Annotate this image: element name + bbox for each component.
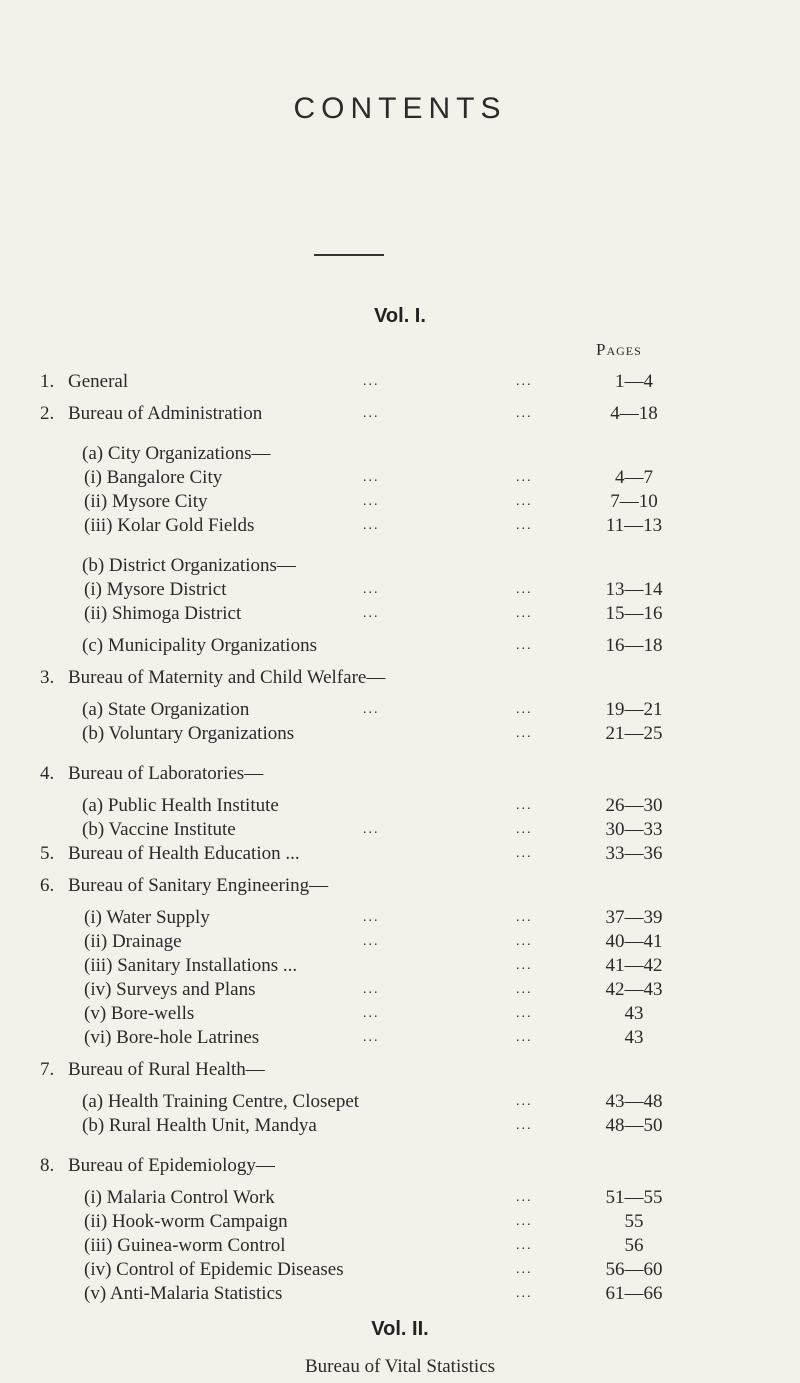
toc-entry-text: (b) District Organizations— [82,555,296,576]
toc-entry-text: (vi) Bore-hole Latrines [84,1027,260,1048]
toc-entry-number: 6. [40,875,55,896]
toc-entry [0,1090,800,1114]
toc-entry [0,1026,800,1050]
leader-dots: ... [516,374,533,389]
toc-entry-text: (iii) Guinea-worm Control [84,1235,286,1256]
page-range: 40—41 [605,931,663,952]
toc-entry-text: (ii) Drainage [84,931,182,952]
page-range: 13—14 [605,579,663,600]
page-range: 48—50 [605,1115,663,1136]
toc-entry [0,722,800,746]
leader-dots: ... [363,910,380,925]
toc-entry [0,842,800,866]
leader-dots: ... [516,582,533,597]
page-range: 55 [624,1211,644,1232]
leader-dots: ... [516,1030,533,1045]
page-range: 41—42 [605,955,663,976]
leader-dots: ... [363,406,380,421]
toc-entry [0,602,800,626]
toc-entry [0,1002,800,1026]
page-range: 4—18 [610,403,658,424]
toc-entry-text: Bureau of Sanitary Engineering— [68,875,329,896]
leader-dots: ... [363,374,380,389]
toc-entry [0,978,800,1002]
toc-entry [0,930,800,954]
toc-entry [0,1186,800,1210]
toc-entry-text: (iii) Kolar Gold Fields [84,515,255,536]
toc-entry [0,1058,800,1082]
page-range: 33—36 [605,843,663,864]
toc-entry-text: (a) City Organizations— [82,443,271,464]
page-range: 16—18 [605,635,663,656]
toc-entry-text: (b) Vaccine Institute [82,819,236,840]
leader-dots: ... [516,518,533,533]
toc-entry-text: Bureau of Maternity and Child Welfare— [68,667,386,688]
toc-entry-text: General [68,371,129,392]
toc-entry-text: (iv) Control of Epidemic Diseases [84,1259,344,1280]
toc-entry-number: 7. [40,1059,55,1080]
leader-dots: ... [363,1030,380,1045]
toc-entry-text: (b) Rural Health Unit, Mandya [82,1115,317,1136]
leader-dots: ... [363,606,380,621]
page-range: 61—66 [605,1283,663,1304]
toc-entry [0,1282,800,1306]
toc-entry [0,906,800,930]
page-range: 43 [624,1003,644,1024]
leader-dots: ... [516,958,533,973]
leader-dots: ... [363,822,380,837]
leader-dots: ... [516,798,533,813]
leader-dots: ... [363,1006,380,1021]
toc-entry [0,874,800,898]
leader-dots: ... [516,982,533,997]
leader-dots: ... [363,494,380,509]
page-range: 42—43 [605,979,663,1000]
toc-entry-text: (i) Malaria Control Work [84,1187,275,1208]
leader-dots: ... [516,822,533,837]
page-range: 21—25 [605,723,663,744]
leader-dots: ... [516,702,533,717]
leader-dots: ... [516,934,533,949]
leader-dots: ... [516,1006,533,1021]
toc-entry-text: Bureau of Health Education ... [68,843,300,864]
toc-entry [0,402,800,426]
toc-entry-text: (v) Bore-wells [84,1003,195,1024]
toc-entry [0,442,800,466]
leader-dots: ... [363,702,380,717]
page-range: 56—60 [605,1259,663,1280]
toc-entry-number: 3. [40,667,55,688]
leader-dots: ... [516,1190,533,1205]
toc-entry-text: (c) Municipality Organizations [82,635,317,656]
leader-dots: ... [516,846,533,861]
leader-dots: ... [516,494,533,509]
toc-entry-text: (b) Voluntary Organizations [82,723,295,744]
toc-entry [0,554,800,578]
toc-entry [0,954,800,978]
toc-entry-text: Bureau of Epidemiology— [68,1155,275,1176]
toc-entry [0,666,800,690]
toc-entry-text: (iv) Surveys and Plans [84,979,256,1000]
leader-dots: ... [516,470,533,485]
toc-entry-text: (ii) Hook-worm Campaign [84,1211,288,1232]
leader-dots: ... [516,1094,533,1109]
vol-1-heading: Vol. I. [374,305,426,327]
page-range: 43 [624,1027,644,1048]
toc-entry-number: 4. [40,763,55,784]
vol-2-entry: Bureau of Vital Statistics [304,1356,496,1377]
page-range: 51—55 [605,1187,663,1208]
toc-entry [0,370,800,394]
toc-entry-text: (ii) Shimoga District [84,603,242,624]
toc-entry-text: (a) Health Training Centre, Closepet [82,1091,360,1112]
leader-dots: ... [363,582,380,597]
toc-entry [0,578,800,602]
toc-entry [0,1114,800,1138]
toc-entry-text: (v) Anti-Malaria Statistics [84,1283,283,1304]
toc-entry [0,1258,800,1282]
toc-entry-text: (a) Public Health Institute [82,795,279,816]
toc-entry [0,1234,800,1258]
leader-dots: ... [363,470,380,485]
toc-entry-text: Bureau of Administration [68,403,263,424]
toc-entry-number: 1. [40,371,55,392]
page-range: 11—13 [605,515,663,536]
toc-entry-number: 2. [40,403,55,424]
page-range: 19—21 [605,699,663,720]
toc-entry-text: (a) State Organization [82,699,250,720]
leader-dots: ... [363,934,380,949]
leader-dots: ... [516,1238,533,1253]
leader-dots: ... [516,726,533,741]
toc-entry [0,634,800,658]
page-range: 56 [624,1235,644,1256]
page-range: 30—33 [605,819,663,840]
vol-2-heading: Vol. II. [371,1318,429,1340]
toc-entry [0,514,800,538]
leader-dots: ... [516,1262,533,1277]
toc-entry-text: Bureau of Laboratories— [68,763,264,784]
toc-entry-text: (i) Mysore District [84,579,227,600]
toc-entry [0,762,800,786]
page-range: 37—39 [605,907,663,928]
page-range: 4—7 [615,467,653,488]
toc-entry [0,698,800,722]
leader-dots: ... [516,1118,533,1133]
toc-entry [0,466,800,490]
toc-entry-text: (i) Bangalore City [84,467,223,488]
toc-entry-text: (i) Water Supply [84,907,210,928]
leader-dots: ... [516,606,533,621]
leader-dots: ... [516,1214,533,1229]
toc-entry-text: (iii) Sanitary Installations ... [84,955,298,976]
leader-dots: ... [363,518,380,533]
toc-entry-text: Bureau of Rural Health— [68,1059,265,1080]
toc-entry [0,818,800,842]
leader-dots: ... [363,982,380,997]
leader-dots: ... [516,1286,533,1301]
page-range: 7—10 [610,491,658,512]
contents-title: CONTENTS [293,92,507,125]
toc-entry-number: 5. [40,843,55,864]
page-range: 43—48 [605,1091,663,1112]
page-range: 26—30 [605,795,663,816]
page-range: 1—4 [615,371,653,392]
toc-entry-text: (ii) Mysore City [84,491,208,512]
toc-entry [0,1210,800,1234]
page-range: 15—16 [605,603,663,624]
leader-dots: ... [516,910,533,925]
leader-dots: ... [516,406,533,421]
toc-entry [0,1154,800,1178]
title-rule [314,254,384,256]
toc-entry [0,490,800,514]
toc-entry [0,794,800,818]
leader-dots: ... [516,638,533,653]
pages-header: Pages [596,340,642,359]
toc-entry-number: 8. [40,1155,55,1176]
